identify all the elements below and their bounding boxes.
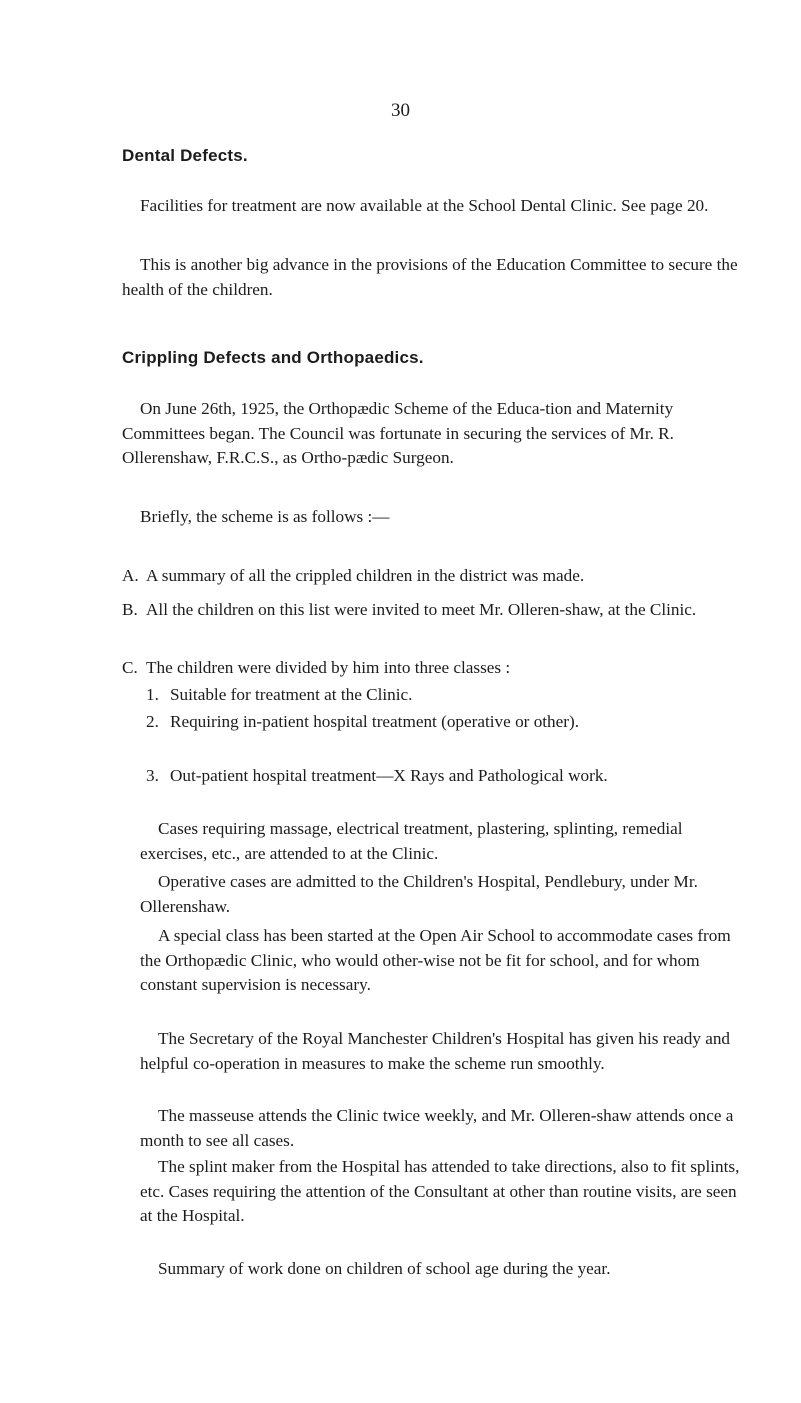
dental-paragraph-2: This is another big advance in the provisions of the Education Committee to secure the health of the children.: [122, 255, 738, 299]
class-item-text: Out-patient hospital treatment—X Rays and Pathological work.: [170, 766, 608, 785]
note-paragraph: Summary of work done on children of school age during the year.: [158, 1259, 611, 1278]
crippling-defects-heading: Crippling Defects and Orthopaedics.: [122, 348, 424, 367]
note-paragraph: The splint maker from the Hospital has attended to take directions, also to fit splints, etc. Cases requiring the attention of the Consultant at other than routine visits, are seen at the Hospital.: [140, 1157, 740, 1226]
scheme-item-label: A.: [122, 566, 139, 585]
scheme-item-text: All the children on this list were invited to meet Mr. Olleren-shaw, at the Clinic.: [146, 600, 697, 619]
page-number: 30: [391, 100, 410, 121]
class-item-label: 2.: [146, 712, 159, 731]
note-paragraph: The Secretary of the Royal Manchester Children's Hospital has given his ready and helpful co-operation in measures to make the scheme run smoothly.: [140, 1029, 731, 1073]
class-item-label: 1.: [146, 685, 159, 704]
dental-defects-heading: Dental Defects.: [122, 146, 248, 165]
dental-paragraph-1: Facilities for treatment are now available at the School Dental Clinic. See page 20.: [140, 196, 709, 215]
orthopaedic-intro-paragraph: On June 26th, 1925, the Orthopædic Scheme of the Educa-tion and Maternity Committees began. The Council was fortunate in securing the services of Mr. R. Ollerenshaw, F.R.C.S., as Ortho-pædic Surgeon.: [122, 399, 674, 468]
class-item-text: Suitable for treatment at the Clinic.: [170, 685, 413, 704]
class-item-label: 3.: [146, 766, 159, 785]
scheme-item-label: C.: [122, 658, 138, 677]
note-paragraph: The masseuse attends the Clinic twice weekly, and Mr. Olleren-shaw attends once a month to see all cases.: [140, 1106, 734, 1150]
class-item-text: Requiring in-patient hospital treatment (operative or other).: [170, 712, 580, 731]
scheme-item-label: B.: [122, 600, 138, 619]
note-paragraph: A special class has been started at the Open Air School to accommodate cases from the Orthopædic Clinic, who would other-wise not be fit for school, and for whom constant supervision is necessary.: [140, 926, 731, 995]
briefly-line: Briefly, the scheme is as follows :—: [140, 507, 390, 526]
scheme-item-text: The children were divided by him into three classes :: [146, 658, 511, 677]
note-paragraph: Operative cases are admitted to the Children's Hospital, Pendlebury, under Mr. Ollerenshaw.: [140, 872, 698, 916]
note-paragraph: Cases requiring massage, electrical treatment, plastering, splinting, remedial exercises, etc., are attended to at the Clinic.: [140, 819, 683, 863]
scheme-item-text: A summary of all the crippled children in the district was made.: [146, 566, 585, 585]
